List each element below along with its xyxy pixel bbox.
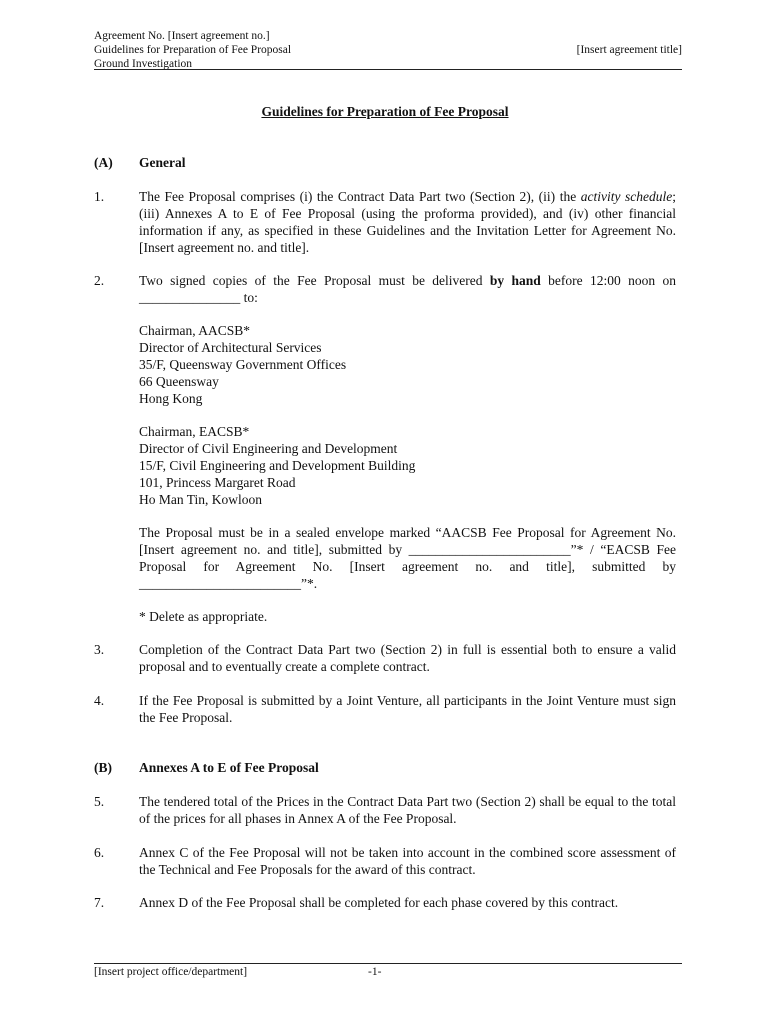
item-1-text-b: ; (iii) Annexes A to E of Fee Proposal (using the proforma provided), and (iv) other financial information if any, as specified in these Guidelines and the Invitation Letter for Agreement No. [Insert agreement no. and title]. <box>139 189 676 255</box>
item-2-text-a: Two signed copies of the Fee Proposal must be delivered <box>139 273 490 288</box>
address-line: Chairman, AACSB* <box>139 323 251 338</box>
address-eacsb <box>139 423 415 508</box>
item-5-number: 5. <box>94 794 105 809</box>
footer-department: [Insert project office/department] <box>94 966 248 978</box>
address-line: Director of Civil Engineering and Development <box>139 441 398 456</box>
header-divider <box>94 69 682 70</box>
item-1-text-a: The Fee Proposal comprises (i) the Contract Data Part two (Section 2), (ii) the <box>139 189 581 204</box>
item-5-text: The tendered total of the Prices in the Contract Data Part two (Section 2) shall be equal to the total of the prices for all phases in Annex A of the Fee Proposal. <box>139 794 676 826</box>
address-aacsb <box>139 322 346 407</box>
item-6-number: 6. <box>94 845 105 860</box>
item-1-emphasis: activity schedule <box>580 189 673 204</box>
header-agreement-title: [Insert agreement title] <box>576 44 682 56</box>
section-b-heading <box>94 760 319 776</box>
address-line: Chairman, EACSB* <box>139 424 250 439</box>
header-agreement-no: Agreement No. [Insert agreement no.] <box>94 30 270 42</box>
item-2-text-b: before 12:00 noon on _______________ to: <box>139 273 676 305</box>
address-line: 66 Queensway <box>139 374 219 389</box>
footer-divider <box>94 963 682 964</box>
sealed-envelope-instruction: The Proposal must be in a sealed envelope marked “AACSB Fee Proposal for Agreement No. [Insert agreement no. and title], submitted by ________________________”* / “EACSB Fee Proposal for Agreement No. [Insert agreement no. and title], submitted by ________________________”*. <box>139 525 676 591</box>
item-1-number: 1. <box>94 189 105 204</box>
item-2-bold: by hand <box>489 273 541 288</box>
item-4-text: If the Fee Proposal is submitted by a Joint Venture, all participants in the Joint Venture must sign the Fee Proposal. <box>139 693 676 725</box>
item-7-text: Annex D of the Fee Proposal shall be completed for each phase covered by this contract. <box>139 895 619 910</box>
address-line: Ho Man Tin, Kowloon <box>139 492 263 507</box>
delete-note: * Delete as appropriate. <box>139 609 268 624</box>
address-line: 35/F, Queensway Government Offices <box>139 357 347 372</box>
header-ground-investigation: Ground Investigation <box>94 58 193 70</box>
item-2-number: 2. <box>94 273 105 288</box>
header-guidelines: Guidelines for Preparation of Fee Proposal <box>94 44 292 56</box>
item-1-text <box>139 188 676 256</box>
item-7-number: 7. <box>94 895 105 910</box>
page-header <box>94 29 291 71</box>
item-4-number: 4. <box>94 693 105 708</box>
section-b-title: Annexes A to E of Fee Proposal <box>139 760 319 775</box>
section-a-title: General <box>139 155 186 170</box>
section-a-label: (A) <box>94 155 113 170</box>
address-line: Director of Architectural Services <box>139 340 322 355</box>
address-line: 15/F, Civil Engineering and Development Building <box>139 458 416 473</box>
address-line: 101, Princess Margaret Road <box>139 475 296 490</box>
address-line: Hong Kong <box>139 391 203 406</box>
document-title: Guidelines for Preparation of Fee Proposal <box>261 104 509 119</box>
section-b-label: (B) <box>94 760 112 775</box>
item-3-number: 3. <box>94 642 105 657</box>
item-6-text: Annex C of the Fee Proposal will not be taken into account in the combined score assessment of the Technical and Fee Proposals for the award of this contract. <box>139 845 676 877</box>
page-number: -1- <box>368 966 382 978</box>
item-2-text <box>139 272 676 306</box>
item-3-text: Completion of the Contract Data Part two (Section 2) in full is essential both to ensure a valid proposal and to eventually create a complete contract. <box>139 642 676 674</box>
section-a-heading <box>94 155 186 171</box>
